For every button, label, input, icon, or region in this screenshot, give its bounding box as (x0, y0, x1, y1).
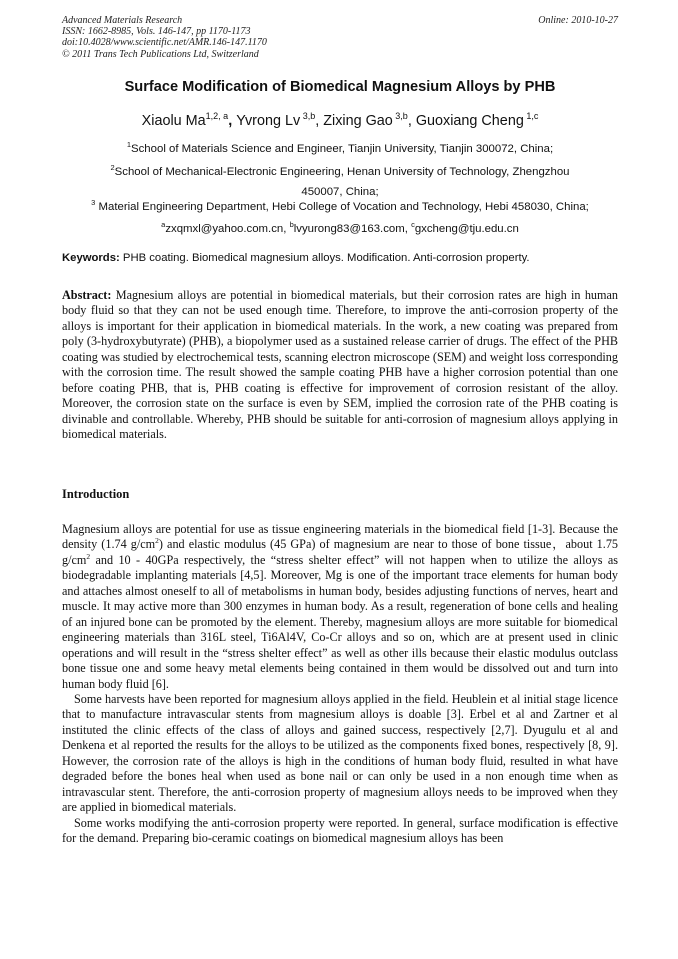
affil-sup: 2 (110, 163, 115, 172)
intro-text: and 10 - 40GPa respectively, the “stress shelter effect” will not happen when to utilize the alloys as biodegradable implanting materials [4,5]. Moreover, Mg is one of the important trace elements for human body and attaches almost oneself to all of metabolisms in human body, besides adjusting functions of nerves, heart and muscle. It may active more than 300 enzymes in human body. As a result, regeneration of bone cells and healing of an injured bone can be promoted by the element. Thereby, magnesium alloys are more suitable for biomedical engineering materials than 316L steel, Ti6Al4V, Co-Cr alloys and so on, which are at present used in clinic operations and will result in the “stress shelter effect” as well as other ills because their elastic modulus outclass bone tissue one and some heavy metal elements being contained in them would be dissolved out and turn into human body fluid [6]. (62, 552, 618, 691)
abstract-label: Abstract: (62, 288, 112, 302)
online-date: Online: 2010-10-27 (538, 15, 618, 26)
email-sup: a (161, 220, 166, 229)
paper-title: Surface Modification of Biomedical Magnesium Alloys by PHB (124, 79, 556, 95)
introduction-heading: Introduction (62, 487, 130, 501)
author-affil-sup: 1,c (523, 111, 539, 121)
author-separator: , (407, 112, 416, 129)
intro-text: Magnesium alloys are potential for use as tissue engineering materials in the biomedical field [1-3]. Because the density (1.74 g/cm (62, 522, 618, 552)
email-address: gxcheng@tju.edu.cn (414, 222, 519, 235)
email-sup: b (289, 220, 294, 229)
journal-header (62, 15, 618, 60)
superscript: 2 (86, 551, 91, 561)
author-affil-sup: 3,b (392, 111, 408, 121)
author-affil-sup: 3,b (300, 111, 316, 121)
keywords-text: PHB coating. Biomedical magnesium alloys. Modification. Anti-corrosion property. (119, 252, 530, 264)
email-address: zxqmxl@yahoo.com.cn, (165, 222, 290, 235)
intro-paragraph-1 (62, 522, 618, 692)
affiliation-1 (62, 137, 618, 157)
abstract-text: Magnesium alloys are potential in biomedical materials, but their corrosion rates are high in human body fluid so that they can not be used enough time. Therefore, to improve the anti-corrosion property of the alloys is important for their application in biomedical materials. In the work, a new coating was prepared from poly (3-hydroxybutyrate) (PHB), a biopolymer used as a sustained release carrier of drugs. The effect of the PHB coating was studied by electrochemical tests, scanning electron microscope (SEM) and weight loss corresponding with the corrosion time. The result showed the sample coating PHB have a higher corrosion potential than one before coating PHB, that is, PHB coating is effective for improvement of corrosion resistant of the alloy. Moreover, the corrosion state on the surface is even by SEM, implied the corrosion rate of the PHB coating is divinable and controllable. Whereby, PHB should be suitable for anti-corrosion of magnesium alloys applying in biomedical materials. (62, 288, 618, 442)
copyright-line: © 2011 Trans Tech Publications Ltd, Switzerland (62, 48, 259, 60)
affil-text: School of Materials Science and Engineer, Tianjin University, Tianjin 300072, China; (131, 142, 554, 155)
author-list (62, 111, 618, 129)
intro-paragraph-2: Some harvests have been reported for magnesium alloys applied in the field. Heublein et al initial stage licence that to manufacture intravascular stents from magnesium alloys is doable [3]. Erbel et al and Zartner et al instituted the clinic effects of the class of alloys and gained success, respectively [2,7]. Dyugulu et al and Denkena et al reported the results for the alloys to be utilized as the components fixed bones, respectively [8, 9]. However, the corrosion rate of the alloys is high in the conditions of human body fluid, resulted in what have degraded before the bones heal when used as bone nail or can only be used in a non enough time when as intravascular stent. Therefore, the anti-corrosion property of magnesium alloys needs to be improved when they are applied in biomedical materials. (62, 691, 618, 815)
intro-paragraph-3: Some works modifying the anti-corrosion property were reported. In general, surface modification is effective for the demand. Preparing bio-ceramic coatings on biomedical magnesium alloys has been (62, 815, 618, 846)
doi-line: doi:10.4028/www.scientific.net/AMR.146-147.1170 (62, 37, 267, 49)
intro-text: ) and elastic modulus (45 GPa) of magnesium are near to those of bone tissue，about 1.75 g/cm (62, 537, 619, 567)
affil-text: Material Engineering Department, Hebi College of Vocation and Technology, Hebi 458030, China; (95, 200, 589, 213)
affil-sup: 1 (126, 140, 132, 149)
affiliation-3 (62, 195, 618, 215)
author-name: Xiaolu Ma (141, 112, 206, 129)
journal-name: Advanced Materials Research (62, 15, 183, 26)
superscript: 2 (155, 536, 159, 546)
abstract (62, 288, 618, 443)
affiliation-2 (62, 160, 618, 200)
author-affil-sup: 1,2, a (205, 111, 229, 121)
affil-text: School of Mechanical-Electronic Engineering, Henan University of Technology, Zhengzhou (114, 165, 570, 178)
keywords-label: Keywords: (62, 252, 120, 264)
issn-line: ISSN: 1662-8985, Vols. 146-147, pp 1170-1173 (62, 26, 251, 38)
email-address: lvyurong83@163.com, (293, 222, 412, 235)
introduction-body (62, 522, 618, 847)
affil-text: 450007, China; (301, 185, 379, 198)
author-separator: , (228, 112, 237, 129)
affil-sup: 3 (91, 198, 96, 207)
keywords (62, 252, 618, 264)
author-name: Guoxiang Cheng (415, 112, 524, 129)
email-sup: c (411, 220, 415, 229)
author-name: Zixing Gao (323, 112, 393, 129)
author-separator: , (315, 112, 324, 129)
author-name: Yvrong Lv (236, 112, 301, 129)
email-line (62, 217, 618, 237)
